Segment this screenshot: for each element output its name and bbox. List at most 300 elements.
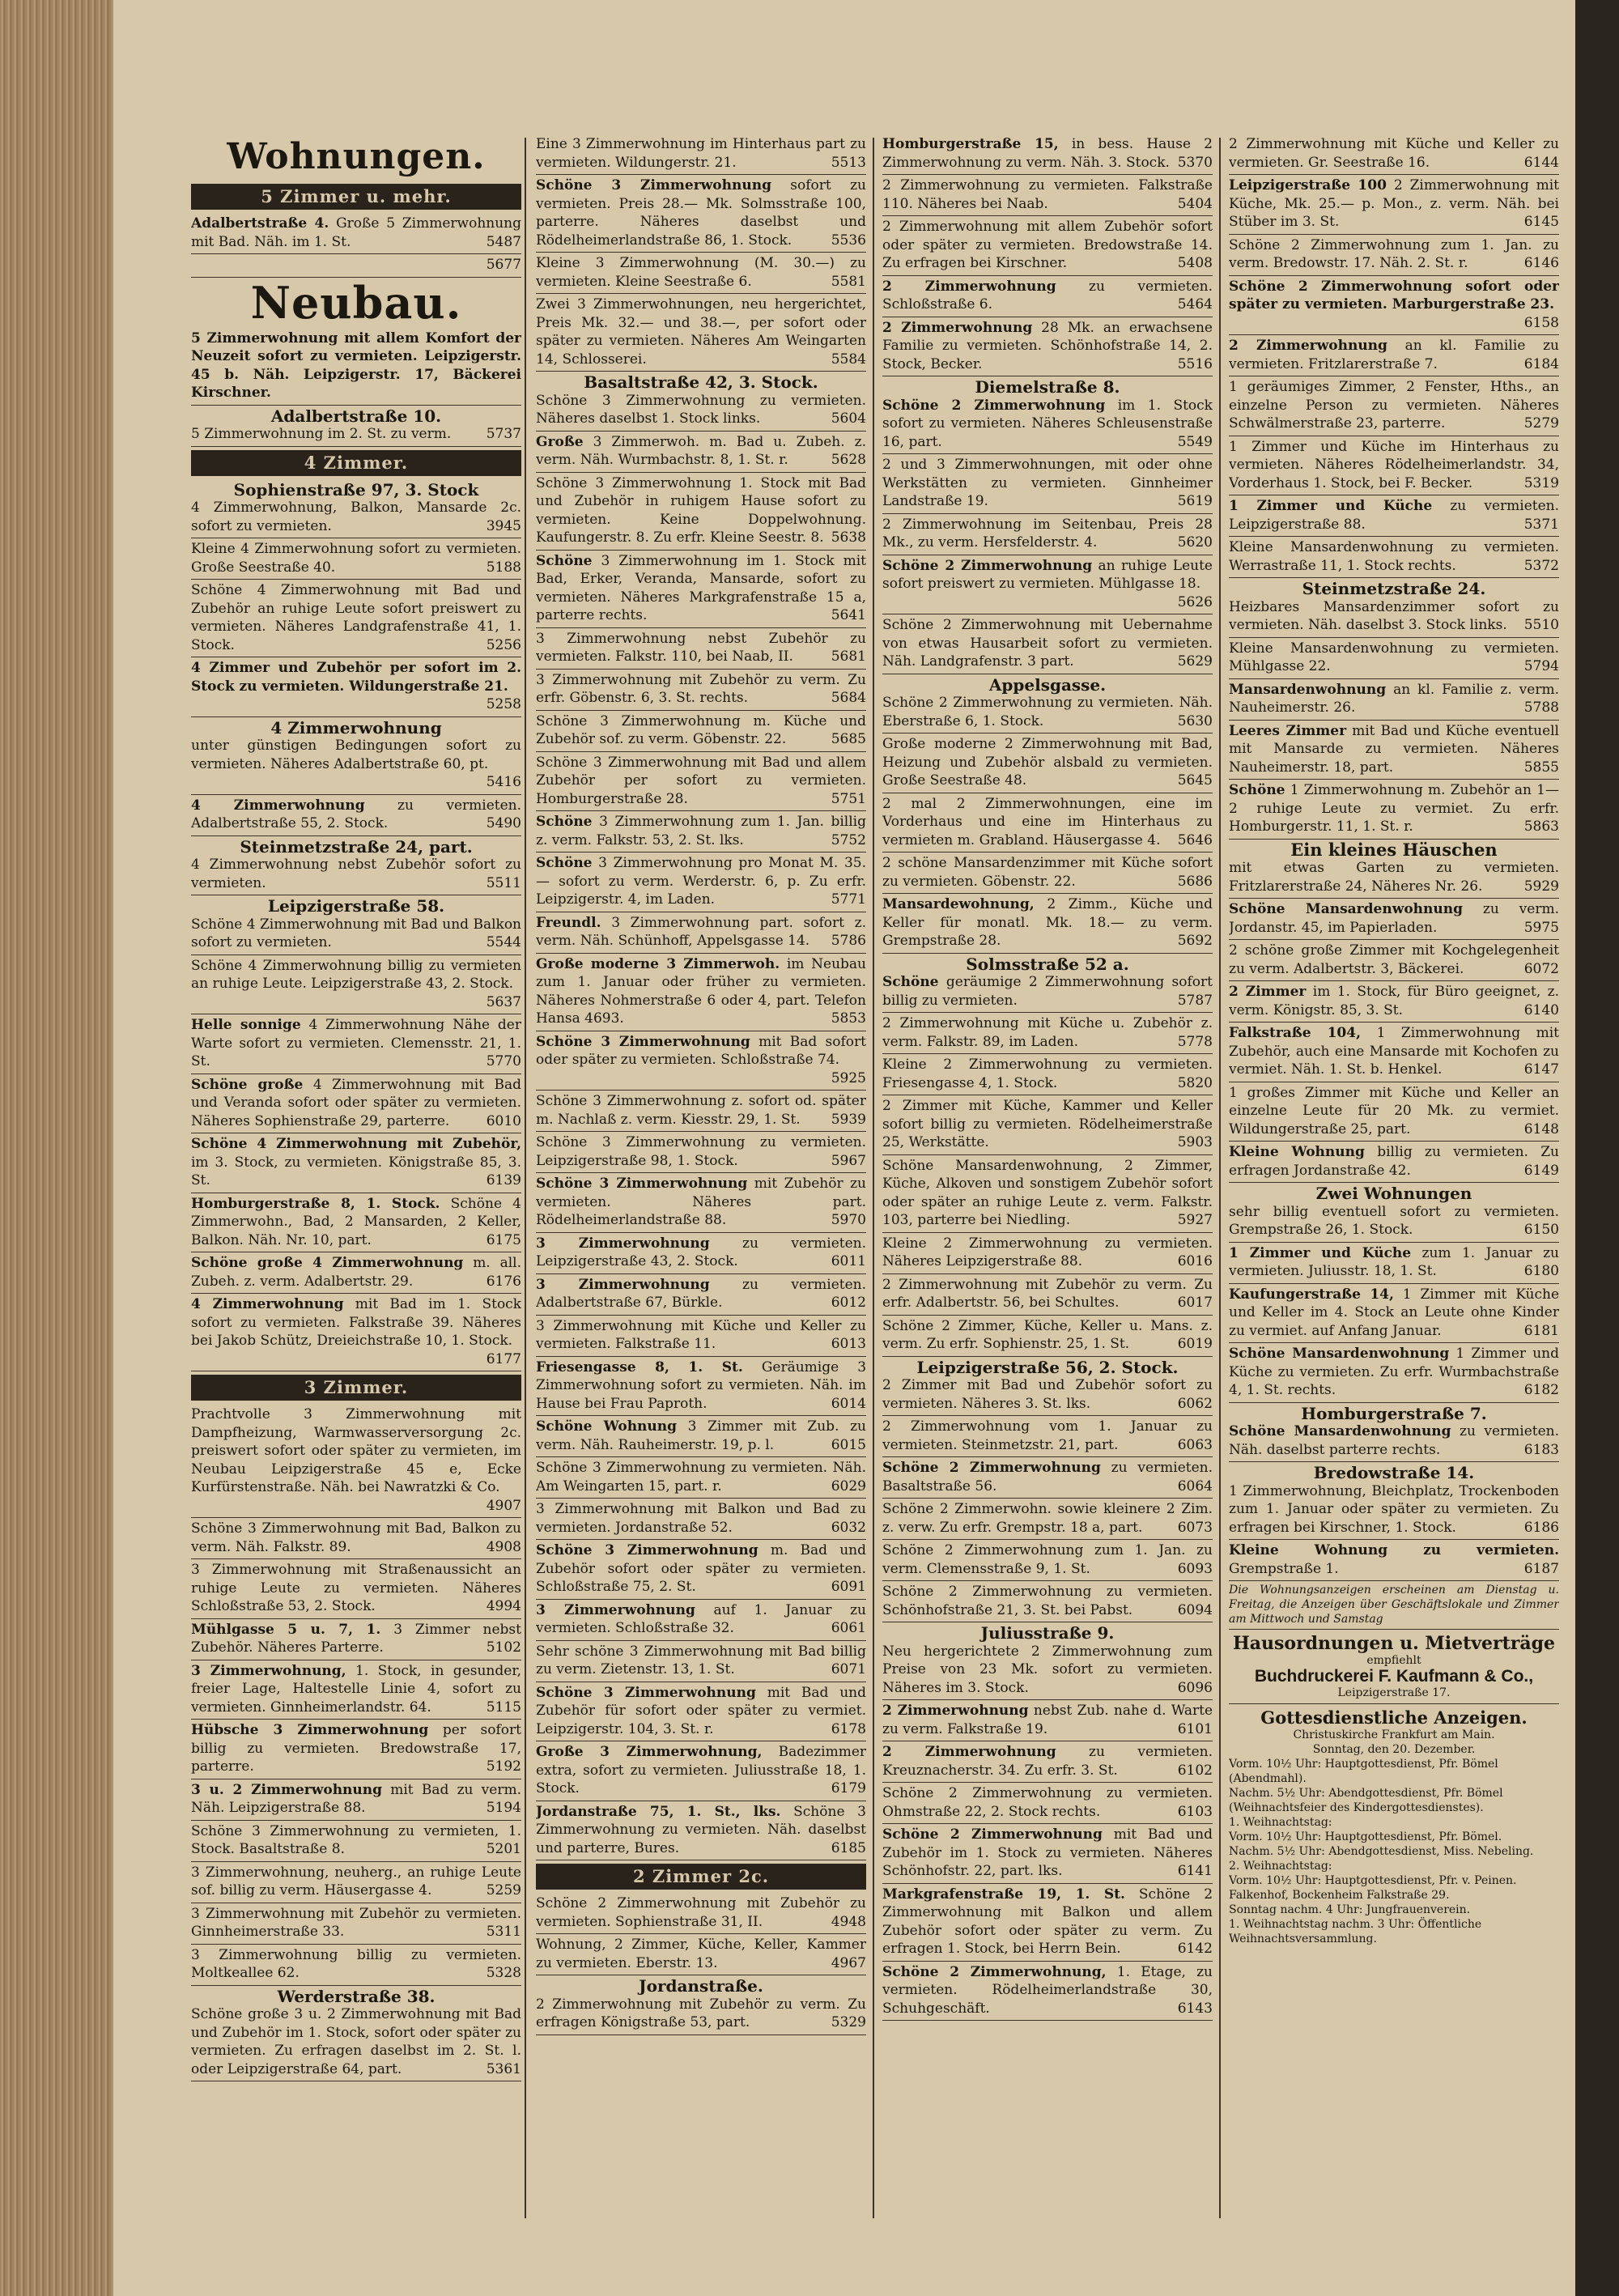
classified-ad bbox=[191, 1619, 521, 1660]
classified-ad bbox=[536, 1233, 866, 1274]
ad-number: 6184 bbox=[1523, 355, 1559, 372]
ad-lead: Schöne 3 Zimmerwohnung bbox=[536, 1033, 750, 1050]
ad-lead: Große bbox=[536, 433, 584, 450]
ad-text: 3 Zimmerwohnung mit Küche und Keller zu vermieten. Falkstraße 11. bbox=[536, 1317, 866, 1352]
classified-ad bbox=[1229, 1183, 1559, 1243]
classified-ad bbox=[191, 213, 521, 254]
classified-ad bbox=[1229, 1082, 1559, 1142]
ad-number: 6186 bbox=[1523, 1519, 1559, 1536]
ad-lead: Schöne Mansardenwohnung bbox=[1229, 1346, 1450, 1362]
ad-number: 5464 bbox=[1177, 296, 1213, 313]
classified-ad bbox=[1229, 578, 1559, 638]
church-line: Vorm. 10½ Uhr: Hauptgottesdienst, Pfr. Bömel (Abendmahl). bbox=[1229, 1757, 1498, 1785]
ad-number: 6061 bbox=[831, 1620, 866, 1636]
church-date: Sonntag, den 20. Dezember. bbox=[1312, 1742, 1476, 1756]
classified-ad bbox=[191, 955, 521, 1015]
classified-ad bbox=[191, 1821, 521, 1862]
ad-text: 2 mal 2 Zimmerwohnungen, eine im Vorderhaus und eine im Hinterhaus zu vermieten m. Grabland. Häusergasse 4. bbox=[882, 795, 1213, 848]
church-title: Gottesdienstliche Anzeigen. bbox=[1260, 1707, 1528, 1728]
classified-ad bbox=[191, 406, 521, 447]
ad-text: 1. Etage, zu vermieten. Rödelheimerlandstraße 30, Schuhgeschäft. bbox=[882, 1963, 1213, 2017]
ad-text: unter günstigen Bedingungen sofort zu vermieten. Näheres Adalbertstraße 60, pt. bbox=[191, 738, 521, 772]
classified-ad bbox=[191, 479, 521, 539]
classified-ad bbox=[882, 954, 1213, 1014]
classified-ad bbox=[191, 1404, 521, 1518]
ad-street: Steinmetzstraße 24, part. bbox=[240, 836, 473, 857]
ad-text: Schöne 2 Zimmerwohnung zu vermieten. Ohmstraße 22, 2. Stock rechts. bbox=[882, 1785, 1213, 1820]
ad-text: zu vermieten. Leipzigerstraße 88. bbox=[1229, 498, 1559, 533]
ad-lead: Schöne 2 Zimmerwohnung, bbox=[882, 1963, 1107, 1980]
ad-number: 5311 bbox=[486, 1924, 521, 1940]
ad-number: 5970 bbox=[831, 1212, 866, 1228]
classified-ad bbox=[536, 1600, 866, 1641]
ad-text: mit Bad und Zubehör im 1. Stock zu vermieten. Näheres Schönhofstr. 22, part. lks. bbox=[882, 1826, 1213, 1879]
ad-lead: Falkstraße 104, bbox=[1229, 1025, 1361, 1041]
classified-ad bbox=[882, 1054, 1213, 1095]
ad-text: 2 Zimmer mit Küche, Kammer und Keller sofort billig zu vermieten. Rödelheimerstraße 25, Werkstätte. bbox=[882, 1098, 1213, 1150]
classified-ad bbox=[882, 793, 1213, 853]
ad-text: zu vermieten. Adalbertstraße 55, 2. Stock. bbox=[191, 797, 521, 831]
ad-text: 3 Zimmerwohnung mit Zubehör zu verm. Zu erfr. Göbenstr. 6, 3. St. rechts. bbox=[536, 671, 866, 706]
church-notices bbox=[1229, 1709, 1559, 1946]
ad-number: 6094 bbox=[1177, 1601, 1213, 1618]
classified-ad bbox=[1229, 1540, 1559, 1581]
ad-text: 1 Zimmerwohnung m. Zubehör an 1—2 ruhige Leute zu vermiet. Zu erfr. Homburgerstr. 11, 1. St. r. bbox=[1229, 782, 1559, 835]
ad-number: 6017 bbox=[1177, 1295, 1213, 1311]
classified-ad bbox=[1229, 495, 1559, 537]
ad-number: 5788 bbox=[1523, 699, 1559, 716]
classified-ad bbox=[882, 1540, 1213, 1581]
classified-ad bbox=[191, 1518, 521, 1559]
printer-recommends: empfiehlt bbox=[1366, 1653, 1421, 1667]
classified-ad bbox=[882, 134, 1213, 175]
ad-number: 6148 bbox=[1523, 1120, 1559, 1137]
ad-text: auf 1. Januar zu vermieten. Schloßstraße 32. bbox=[536, 1601, 866, 1636]
classified-ad bbox=[882, 175, 1213, 216]
ad-text: Schöne 4 Zimmerwohnung billig zu vermieten an ruhige Leute. Leipzigerstraße 43, 2. Stock. bbox=[191, 957, 521, 992]
classified-ad bbox=[882, 1233, 1213, 1274]
ad-number: 5751 bbox=[831, 790, 866, 807]
ad-number: 6073 bbox=[1177, 1519, 1213, 1536]
ad-number: 6012 bbox=[831, 1295, 866, 1311]
classified-ad bbox=[536, 175, 866, 253]
classified-ad bbox=[536, 711, 866, 752]
classified-ad bbox=[1229, 780, 1559, 840]
ad-text: 3 Zimmerwohnung billig zu vermieten. Moltkeallee 62. bbox=[191, 1946, 521, 1981]
ad-text: mit Bad und Küche eventuell mit Mansarde zu vermieten. Näheres Nauheimerstr. 18, part. bbox=[1229, 722, 1559, 776]
ad-lead: 1 Zimmer und Küche bbox=[1229, 1244, 1412, 1261]
classified-ad bbox=[191, 717, 521, 795]
ad-text: geräumige 2 Zimmerwohnung sofort billig zu vermieten. bbox=[882, 974, 1213, 1009]
classified-ad bbox=[536, 1893, 866, 1934]
ad-text: mit Zubehör zu vermieten. Näheres part. Rödelheimerlandstraße 88. bbox=[536, 1176, 866, 1228]
ad-text: Kleine 2 Zimmerwohnung zu vermieten. Friesengasse 4, 1. Stock. bbox=[882, 1057, 1213, 1091]
ad-text: Schöne 2 Zimmerwohnung zu vermieten. Schönhofstraße 21, 3. St. bei Pabst. bbox=[882, 1584, 1213, 1618]
classified-ad bbox=[191, 538, 521, 580]
ad-text: an kl. Familie z. verm. Nauheimerstr. 26. bbox=[1229, 681, 1559, 716]
classified-ad bbox=[1229, 1284, 1559, 1344]
ad-number: 6185 bbox=[831, 1839, 866, 1856]
ad-number: 5510 bbox=[1523, 617, 1559, 633]
classified-ad bbox=[882, 894, 1213, 954]
classified-ad bbox=[536, 1173, 866, 1233]
ad-text: Schöne 2 Zimmerwohnung zum 1. Jan. zu verm. Bredowstr. 17. Näh. 2. St. r. bbox=[1229, 236, 1559, 271]
classified-ad bbox=[536, 1031, 866, 1091]
classified-ad bbox=[1229, 721, 1559, 780]
ad-text: 2 und 3 Zimmerwohnungen, mit oder ohne Werkstätten zu vermieten. Ginnheimer Landstraße 19. bbox=[882, 457, 1213, 509]
ad-text: Schöne 2 Zimmerwohnung zu vermieten. Näh. Eberstraße 6, 1. Stock. bbox=[882, 695, 1213, 729]
ad-text: zu vermieten. Basaltstraße 56. bbox=[882, 1460, 1213, 1495]
ad-text: Zwei 3 Zimmerwohnungen, neu hergerichtet, Preis Mk. 32.— und 38.—, per sofort oder später zu vermieten. Näheres Am Weingarten 14, Schlosserei. bbox=[536, 296, 866, 368]
ad-number: 6013 bbox=[831, 1336, 866, 1352]
ad-text: 2 schöne Mansardenzimmer mit Küche sofort zu vermieten. Göbenstr. 22. bbox=[882, 855, 1213, 890]
column-4 bbox=[1229, 134, 1559, 2239]
ad-street: Sophienstraße 97, 3. Stock bbox=[233, 479, 479, 500]
ad-street: Leipzigerstraße 58. bbox=[267, 896, 445, 916]
ad-street: Zwei Wohnungen bbox=[1315, 1184, 1472, 1203]
ad-text: Schöne 3 Zimmerwohnung 1. Stock mit Bad und Zubehör in ruhigem Hause sofort zu vermieten. Keine Doppelwohnung. Kaufungerstr. 8. Zu erfr. Kleine Seestr. 8. bbox=[536, 474, 866, 546]
classified-ad bbox=[536, 1540, 866, 1600]
ad-text: 2 Zimmerwohnung zu vermieten. Falkstraße 110. Näheres bei Naab. bbox=[882, 177, 1213, 212]
ad-text: 2 Zimmerwohnung mit Küche, Mk. 25.— p. Mon., z. verm. Näh. bei Stüber im 3. St. bbox=[1229, 177, 1559, 230]
classified-ad bbox=[882, 1155, 1213, 1233]
ad-street: 4 Zimmerwohnung bbox=[270, 717, 442, 738]
ad-text: 2 schöne große Zimmer mit Kochgelegenheit zu verm. Adalbertstr. 3, Bäckerei. bbox=[1229, 942, 1559, 977]
classified-ad bbox=[882, 514, 1213, 555]
ad-text: zu vermieten. Kreuznacherstr. 34. Zu erfr. 3. St. bbox=[882, 1744, 1213, 1779]
ad-text: 3 Zimmer mit Zub. zu verm. Näh. Rauheimerstr. 19, p. l. bbox=[536, 1418, 866, 1453]
ad-number: 6175 bbox=[486, 1231, 521, 1248]
classified-ad bbox=[191, 1779, 521, 1821]
classified-ad bbox=[882, 454, 1213, 514]
church-lines bbox=[1229, 1757, 1559, 1946]
ad-number: 5787 bbox=[1177, 992, 1213, 1009]
ad-lead: Schöne große bbox=[191, 1076, 304, 1093]
classified-ad bbox=[536, 1316, 866, 1357]
classified-ad bbox=[536, 954, 866, 1031]
ad-number: 6016 bbox=[1177, 1253, 1213, 1269]
ad-text: Kleine Mansardenwohnung zu vermieten. Werrastraße 11, 1. Stock rechts. bbox=[1229, 539, 1559, 574]
classified-ad bbox=[882, 1581, 1213, 1622]
ad-text: im 1. Stock sofort zu vermieten. Näheres Schleusenstraße 16, part. bbox=[882, 397, 1213, 450]
classified-ad bbox=[191, 1252, 521, 1294]
printer-name: Buchdruckerei F. Kaufmann & Co., bbox=[1254, 1666, 1534, 1686]
ad-lead: Schöne Mansardenwohnung bbox=[1229, 901, 1463, 917]
ad-text: zu vermieten. Schloßstraße 6. bbox=[882, 278, 1213, 313]
ad-lead: 3 Zimmerwohnung bbox=[536, 1235, 710, 1252]
ad-number: 5604 bbox=[831, 410, 866, 427]
ad-text: Schöne 3 Zimmerwohnung mit Bad, Balkon zu verm. Näh. Falkstr. 89. bbox=[191, 1520, 521, 1555]
ad-lead: 3 Zimmerwohnung bbox=[536, 1601, 695, 1618]
ad-lead: Homburgerstraße 8, 1. Stock. bbox=[191, 1195, 440, 1212]
ad-number: 6176 bbox=[486, 1273, 521, 1290]
church-line: 1. Weihnachtstag nachm. 3 Uhr: Öffentliche Weihnachtsversammlung. bbox=[1229, 1917, 1482, 1945]
ad-text: 2 Zimmerwohnung mit Zubehör zu verm. Zu erfr. Adalbertstr. 56, bei Schultes. bbox=[882, 1276, 1213, 1311]
classified-ad bbox=[536, 628, 866, 670]
classified-ad bbox=[191, 580, 521, 657]
classified-ad bbox=[1229, 1462, 1559, 1540]
ad-number: 5967 bbox=[831, 1152, 866, 1169]
church-line: Nachm. 5½ Uhr: Abendgottesdienst, Miss. Nebeling. bbox=[1229, 1844, 1534, 1858]
dark-margin bbox=[1575, 0, 1619, 2296]
classified-ad bbox=[191, 1193, 521, 1253]
ad-lead: Schöne 3 Zimmerwohnung bbox=[536, 1542, 759, 1558]
ad-number: 5771 bbox=[831, 891, 866, 908]
classified-ad bbox=[536, 1274, 866, 1316]
ad-text: 2 Zimmerwohnung vom 1. Januar zu vermieten. Steinmetzstr. 21, part. bbox=[882, 1418, 1213, 1453]
ad-lead: Helle sonnige bbox=[191, 1017, 301, 1033]
ad-text: Schöne 2 Zimmerwohnung mit Balkon und allem Zubehör sofort oder später zu verm. Zu erfragen 1. Stock, bei Herrn Bein. bbox=[882, 1886, 1213, 1957]
ad-text: Schöne 3 Zimmerwohnung zu vermieten. Näh. Am Weingarten 15, part. r. bbox=[536, 1460, 866, 1495]
ad-text: 3 Zimmerwohnung mit Balkon und Bad zu vermieten. Jordanstraße 52. bbox=[536, 1501, 866, 1536]
church-line: Nachm. 5½ Uhr: Abendgottesdienst, Pfr. Bömel (Weihnachtsfeier des Kindergottesdienstes). bbox=[1229, 1786, 1503, 1814]
ad-number: 5677 bbox=[486, 257, 521, 273]
printer-title: Hausordnungen u. Mietverträge bbox=[1232, 1633, 1556, 1654]
ad-text: Kleine 4 Zimmerwohnung sofort zu vermieten. Große Seestraße 40. bbox=[191, 541, 521, 576]
ad-number: 6011 bbox=[831, 1253, 866, 1269]
printer-ad bbox=[1229, 1635, 1559, 1704]
ad-text: 3 Zimmerwohnung, neuherg., an ruhige Leute sof. billig zu verm. Häusergasse 4. bbox=[191, 1864, 521, 1898]
ad-text: nebst Zub. nahe d. Warte zu verm. Falkstraße 19. bbox=[882, 1703, 1213, 1737]
classified-ad bbox=[536, 670, 866, 711]
ad-text: Heizbares Mansardenzimmer sofort zu vermieten. Näh. daselbst 3. Stock links. bbox=[1229, 598, 1559, 633]
classified-ad bbox=[536, 294, 866, 372]
ad-lead: Mansardewohnung, bbox=[882, 896, 1035, 912]
ad-number: 6180 bbox=[1523, 1263, 1559, 1279]
classified-ad bbox=[882, 1622, 1213, 1700]
ad-number: 5194 bbox=[486, 1800, 521, 1816]
ad-number: 5192 bbox=[486, 1758, 521, 1775]
classified-ad bbox=[536, 852, 866, 912]
ad-number: 6062 bbox=[1177, 1395, 1213, 1412]
ad-text: 1 Zimmer mit Küche und Keller im 4. Stock an Leute ohne Kinder zu vermiet. auf Anfang Januar. bbox=[1229, 1286, 1559, 1339]
ad-text: mit Bad und Zubehör für sofort oder später zu vermiet. Leipzigerstr. 104, 3. St. r. bbox=[536, 1684, 866, 1737]
ad-lead: Große moderne 3 Zimmerwoh. bbox=[536, 955, 780, 972]
ad-text: 3 Zimmerwohnung zum 1. Jan. billig z. verm. Falkstr. 53, 2. St. lks. bbox=[536, 814, 866, 848]
ad-text: Schöne 2 Zimmerwohnung mit Zubehör zu vermieten. Sophienstraße 31, II. bbox=[536, 1895, 866, 1930]
ad-number: 6103 bbox=[1177, 1803, 1213, 1820]
classified-ad bbox=[882, 1457, 1213, 1499]
ad-lead: Schöne 3 Zimmerwohnung bbox=[536, 177, 771, 193]
ad-text: zum 1. Januar zu vermieten. Juliusstr. 18, 1. St. bbox=[1229, 1244, 1559, 1279]
ad-number: 5329 bbox=[831, 2014, 866, 2030]
ad-lead: Homburgerstraße 15, bbox=[882, 136, 1059, 152]
classified-ad bbox=[882, 733, 1213, 793]
classified-ad bbox=[882, 1357, 1213, 1417]
ad-number: 6064 bbox=[1177, 1478, 1213, 1495]
classified-ad bbox=[882, 852, 1213, 894]
ad-number: 5416 bbox=[486, 774, 521, 790]
classified-ad bbox=[1229, 436, 1559, 496]
ad-lead: 4 Zimmerwohnung bbox=[191, 1296, 344, 1312]
ad-number: 5102 bbox=[486, 1639, 521, 1656]
ad-lead: Schöne 2 Zimmerwohnung bbox=[882, 557, 1093, 574]
ad-lead: Schöne 3 Zimmerwohnung bbox=[536, 1684, 756, 1701]
classified-ad bbox=[191, 1903, 521, 1945]
ad-text: Eine 3 Zimmerwohnung im Hinterhaus part zu vermieten. Wildungerstr. 21. bbox=[536, 136, 866, 171]
ad-text: 1 Zimmer und Küche zu vermieten. Zu erfr. Wurmbachstraße 4, 1. St. rechts. bbox=[1229, 1346, 1559, 1398]
ad-number: 5629 bbox=[1177, 653, 1213, 670]
ad-number: 6144 bbox=[1523, 154, 1559, 171]
column-3 bbox=[882, 134, 1213, 2239]
classified-ad bbox=[191, 1660, 521, 1720]
church-line: Sonntag nachm. 4 Uhr: Jungfrauenverein. bbox=[1229, 1903, 1471, 1916]
ad-number: 5863 bbox=[1523, 818, 1559, 835]
ad-text: Schöne 4 Zimmerwohnung mit Bad und Balkon sofort zu vermieten. bbox=[191, 916, 521, 950]
ad-text: 2 Zimmerwohnung mit Küche und Keller zu vermieten. Gr. Seestraße 16. bbox=[1229, 136, 1559, 171]
ad-headline: Ein kleines Häuschen bbox=[1290, 839, 1498, 860]
column-2 bbox=[536, 134, 866, 2239]
ad-text: zu vermieten. Adalbertstraße 67, Bürkle. bbox=[536, 1276, 866, 1311]
ad-number: 6140 bbox=[1523, 1001, 1559, 1018]
ad-street: Steinmetzstraße 24. bbox=[1302, 579, 1486, 598]
ad-number: 5372 bbox=[1523, 557, 1559, 574]
ad-text: Kleine 2 Zimmerwohnung zu vermieten. Näheres Leipzigerstraße 88. bbox=[882, 1235, 1213, 1269]
section-header: 3 Zimmer. bbox=[191, 1375, 521, 1401]
ad-number: 6147 bbox=[1523, 1061, 1559, 1078]
classified-ad bbox=[1229, 537, 1559, 578]
ad-text: im Neubau zum 1. Januar oder früher zu vermieten. Näheres Nohmerstraße 6 oder 4, part. Telefon Hansa 4693. bbox=[536, 955, 866, 1027]
ad-number: 5929 bbox=[1523, 878, 1559, 895]
ad-number: 6063 bbox=[1177, 1436, 1213, 1453]
classified-ad bbox=[882, 555, 1213, 615]
ad-number: 5903 bbox=[1177, 1134, 1213, 1150]
ad-text: 3 Zimmerwohnung pro Monat M. 35.— sofort zu verm. Werderstr. 6, p. Zu erfr. Leipzigerstr. 4, im Laden. bbox=[536, 855, 866, 908]
classified-ad bbox=[191, 1945, 521, 1986]
ad-lead: 2 Zimmer bbox=[1229, 984, 1307, 1000]
ad-text: 2 Zimmer mit Bad und Zubehör sofort zu vermieten. Näheres 3. St. lks. bbox=[882, 1377, 1213, 1412]
ad-text: 1 Zimmerwohnung mit Zubehör, auch eine Mansarde mit Kochofen zu vermiet. Näh. 1. St. b. Henkel. bbox=[1229, 1025, 1559, 1078]
section-header: 5 Zimmer u. mehr. bbox=[191, 184, 521, 210]
classified-ad bbox=[536, 752, 866, 812]
ad-number: 5786 bbox=[831, 933, 866, 949]
ad-lead: Schöne bbox=[882, 974, 939, 990]
church-line: Falkenhof, Bockenheim Falkstraße 29. bbox=[1229, 1888, 1450, 1902]
classified-ad bbox=[536, 1934, 866, 1975]
ad-text: m. Bad und Zubehör sofort oder später zu vermieten. Schloßstraße 75, 2. St. bbox=[536, 1542, 866, 1595]
ad-number: 5630 bbox=[1177, 712, 1213, 729]
ad-lead: 2 Zimmerwohnung bbox=[882, 1744, 1056, 1760]
ad-text: Schöne 2 Zimmerwohn. sowie kleinere 2 Zim. z. verw. Zu erfr. Grempstr. 18 a, part. bbox=[882, 1501, 1213, 1536]
ad-number: 5279 bbox=[1523, 415, 1559, 432]
ad-text: 2 Zimm., Küche und Keller für monatl. Mk. 18.— zu verm. Grempstraße 28. bbox=[882, 896, 1213, 949]
ad-number: 6149 bbox=[1523, 1162, 1559, 1179]
section-header: 2 Zimmer 2c. bbox=[536, 1864, 866, 1890]
ad-number: 6032 bbox=[831, 1519, 866, 1536]
ad-text: 2 Zimmerwohnung mit Küche u. Zubehör z. verm. Falkstr. 89, im Laden. bbox=[882, 1015, 1213, 1050]
ad-street: Solmsstraße 52 a. bbox=[966, 954, 1129, 974]
ad-number: 6146 bbox=[1523, 255, 1559, 271]
ad-text: an kl. Familie zu vermieten. Fritzlarerstraße 7. bbox=[1229, 338, 1559, 372]
classified-ad bbox=[1229, 1023, 1559, 1082]
ad-number: 5328 bbox=[486, 1965, 521, 1981]
ad-number: 6139 bbox=[486, 1172, 521, 1188]
ad-lead: Schöne Wohnung bbox=[536, 1418, 678, 1435]
ad-number: 5371 bbox=[1523, 516, 1559, 533]
classified-ad bbox=[1229, 679, 1559, 721]
ad-text: 2 Zimmerwohnung im Seitenbau, Preis 28 Mk., zu verm. Hersfelderstr. 4. bbox=[882, 516, 1213, 551]
ad-number: 6101 bbox=[1177, 1720, 1213, 1737]
ad-text: m. all. Zubeh. z. verm. Adalbertstr. 29. bbox=[191, 1255, 521, 1290]
ad-number: 3945 bbox=[486, 517, 521, 534]
classified-ad bbox=[191, 657, 521, 717]
classified-ad bbox=[191, 895, 521, 955]
classified-ad bbox=[191, 254, 521, 278]
classified-ad bbox=[882, 1824, 1213, 1884]
classified-ad bbox=[191, 1294, 521, 1371]
ad-number: 5188 bbox=[486, 559, 521, 576]
classified-ad bbox=[191, 1862, 521, 1903]
classified-ad bbox=[536, 1357, 866, 1417]
church-line: 2. Weihnachtstag: bbox=[1229, 1859, 1332, 1873]
classified-ad bbox=[882, 376, 1213, 454]
ad-number: 5490 bbox=[486, 815, 521, 831]
ad-text: 3 Zimmerwoh. m. Bad u. Zubeh. z. verm. Näh. Wurmbachstr. 8, 1. St. r. bbox=[536, 433, 866, 468]
ad-lead: Große 3 Zimmerwohnung, bbox=[536, 1744, 763, 1760]
ad-street: Werderstraße 38. bbox=[277, 1986, 436, 2006]
ad-lead: 3 Zimmerwohnung bbox=[536, 1276, 710, 1293]
column-1 bbox=[191, 134, 521, 2239]
classified-ad bbox=[536, 1457, 866, 1499]
ad-lead: 4 Zimmerwohnung bbox=[191, 797, 365, 814]
classified-ad bbox=[536, 1641, 866, 1682]
ad-number: 5752 bbox=[831, 831, 866, 848]
ad-text: 2 Zimmerwohnung mit allem Zubehör sofort oder später zu vermieten. Bredowstraße 14. Zu erfragen bei Kirschner. bbox=[882, 219, 1213, 271]
classified-ad bbox=[191, 1986, 521, 2082]
classified-ad bbox=[882, 674, 1213, 734]
classified-ad bbox=[1229, 1343, 1559, 1403]
ad-number: 5626 bbox=[1177, 593, 1213, 610]
classified-ad bbox=[1229, 235, 1559, 276]
ad-text: 4 Zimmerwohnung, Balkon, Mansarde 2c. sofort zu vermieten. bbox=[191, 500, 521, 534]
ad-number: 5544 bbox=[486, 934, 521, 950]
ad-lead: 1 Zimmer und Küche bbox=[1229, 498, 1433, 514]
ad-number: 6150 bbox=[1523, 1222, 1559, 1238]
ad-number: 5319 bbox=[1523, 474, 1559, 491]
ad-text: 3 Zimmerwohnung mit Straßenaussicht an ruhige Leute zu vermieten. Näheres Schloßstraße 53, 2. Stock. bbox=[191, 1562, 521, 1614]
classified-ad bbox=[1229, 940, 1559, 981]
ad-number: 5549 bbox=[1177, 433, 1213, 450]
ad-text: 3 Zimmerwohnung nebst Zubehör zu vermieten. Falkstr. 110, bei Naab, II. bbox=[536, 630, 866, 665]
ad-text: Schöne 3 Zimmerwohnung z. sofort od. später m. Nachlaß z. verm. Kiesstr. 29, 1. St. bbox=[536, 1093, 866, 1128]
ad-text: Schöne 4 Zimmerwohn., Bad, 2 Mansarden, 2 Keller, Balkon. Näh. Nr. 10, part. bbox=[191, 1195, 521, 1248]
classified-ad bbox=[191, 1074, 521, 1134]
classified-ad bbox=[536, 432, 866, 473]
ad-text: 4 Zimmerwohnung nebst Zubehör sofort zu vermieten. bbox=[191, 857, 521, 891]
ad-number: 5820 bbox=[1177, 1074, 1213, 1091]
ad-text: Schöne 3 Zimmerwohnung m. Küche und Zubehör sof. zu verm. Göbenstr. 22. bbox=[536, 712, 866, 747]
ad-number: 5778 bbox=[1177, 1033, 1213, 1050]
ad-text: mit etwas Garten zu vermieten. Fritzlarerstraße 24, Näheres Nr. 26. bbox=[1229, 860, 1559, 895]
classified-ad bbox=[882, 1962, 1213, 2022]
ad-lead: Schöne bbox=[536, 855, 593, 871]
classified-ad bbox=[191, 1014, 521, 1074]
ad-text: Grempstraße 1. bbox=[1229, 1560, 1339, 1577]
classified-ad bbox=[1229, 981, 1559, 1023]
column-rule bbox=[1219, 138, 1221, 2218]
ad-lead: 3 u. 2 Zimmerwohnung bbox=[191, 1781, 383, 1798]
ad-number: 5686 bbox=[1177, 873, 1213, 890]
classified-ad bbox=[191, 1720, 521, 1779]
ad-number: 5258 bbox=[486, 696, 521, 712]
ad-number: 5927 bbox=[1177, 1212, 1213, 1228]
ad-number: 5487 bbox=[486, 233, 521, 250]
ad-lead: Schöne bbox=[536, 552, 593, 569]
ad-lead: Schöne 2 Zimmerwohnung bbox=[882, 1460, 1101, 1476]
ad-text: Wohnung, 2 Zimmer, Küche, Keller, Kammer zu vermieten. Eberstr. 13. bbox=[536, 1937, 866, 1971]
ad-number: 5939 bbox=[831, 1111, 866, 1128]
ad-number: 5975 bbox=[1523, 919, 1559, 936]
